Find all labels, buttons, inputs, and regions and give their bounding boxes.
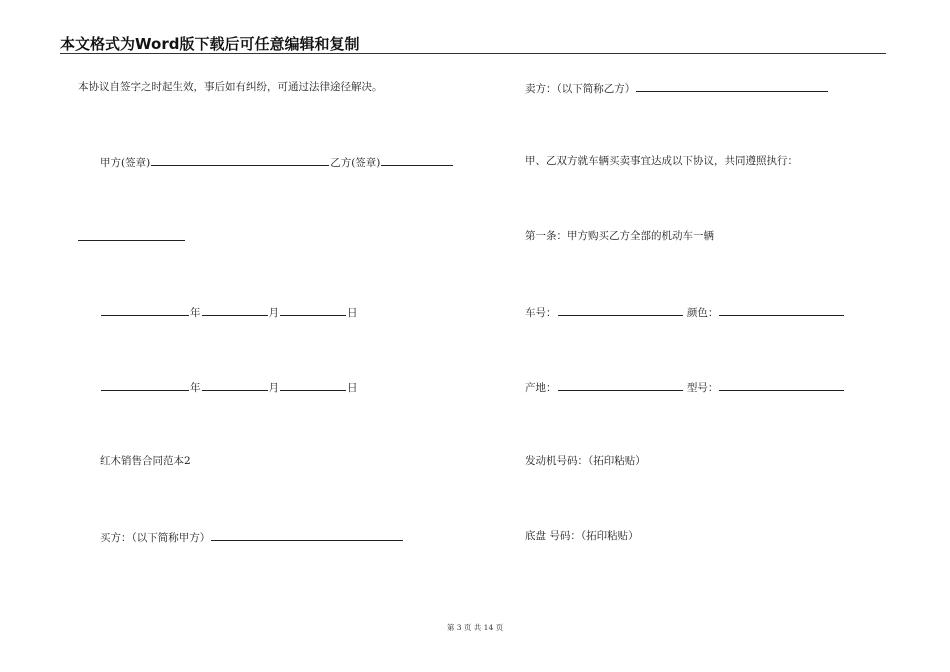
seller-label: 卖方：（以下简称乙方） (525, 83, 636, 95)
party-b-sign-blank[interactable] (381, 154, 453, 166)
contract-title: 红木销售合同范本2 (100, 455, 191, 467)
effect-clause: 本协议自签字之时起生效，事后如有纠纷，可通过法律途径解决。 (78, 81, 383, 93)
buyer-blank[interactable] (211, 529, 403, 541)
day-label-1: 日 (347, 307, 358, 319)
origin-label: 产地： (525, 382, 557, 394)
year-label-2: 年 (190, 382, 201, 394)
buyer-line (100, 529, 404, 545)
month-label-1: 月 (268, 307, 279, 319)
model-blank[interactable] (719, 379, 844, 391)
plate-color-line (525, 304, 845, 320)
color-blank[interactable] (719, 304, 844, 316)
party-b-sign-label: 乙方(签章) (330, 157, 381, 169)
seller-line (525, 80, 829, 96)
party-a-sign-blank[interactable] (151, 154, 329, 166)
signature-continuation-line (77, 229, 186, 245)
engine-number: 发动机号码：（拓印粘贴） (525, 455, 646, 467)
date-line-2 (100, 379, 358, 395)
header-divider (60, 53, 886, 54)
page-footer: 第 3 页 共 14 页 (446, 623, 504, 632)
plate-no-label: 车号： (525, 307, 557, 319)
origin-model-line (525, 379, 845, 395)
article-one: 第一条：甲方购买乙方全部的机动车一辆 (525, 230, 714, 242)
origin-blank[interactable] (558, 379, 683, 391)
signature-continuation-blank[interactable] (78, 229, 185, 241)
month-blank-1[interactable] (202, 304, 268, 316)
year-blank-1[interactable] (101, 304, 189, 316)
agreement-intro: 甲、乙双方就车辆买卖事宜达成以下协议，共同遵照执行： (525, 155, 798, 167)
chassis-number: 底盘 号码：（拓印粘贴） (525, 530, 639, 542)
date-line-1 (100, 304, 358, 320)
model-label: 型号： (686, 382, 719, 394)
day-label-2: 日 (347, 382, 358, 394)
day-blank-2[interactable] (280, 379, 346, 391)
year-blank-2[interactable] (101, 379, 189, 391)
buyer-label: 买方：（以下简称甲方） (100, 532, 211, 544)
document-header-title: 本文格式为Word版下载后可任意编辑和复制 (60, 35, 360, 53)
day-blank-1[interactable] (280, 304, 346, 316)
color-label: 颜色： (686, 307, 719, 319)
plate-no-blank[interactable] (558, 304, 683, 316)
party-a-sign-label: 甲方(签章) (100, 157, 151, 169)
month-label-2: 月 (268, 382, 279, 394)
signature-line (100, 154, 454, 170)
month-blank-2[interactable] (202, 379, 268, 391)
year-label-1: 年 (190, 307, 201, 319)
seller-blank[interactable] (636, 80, 828, 92)
